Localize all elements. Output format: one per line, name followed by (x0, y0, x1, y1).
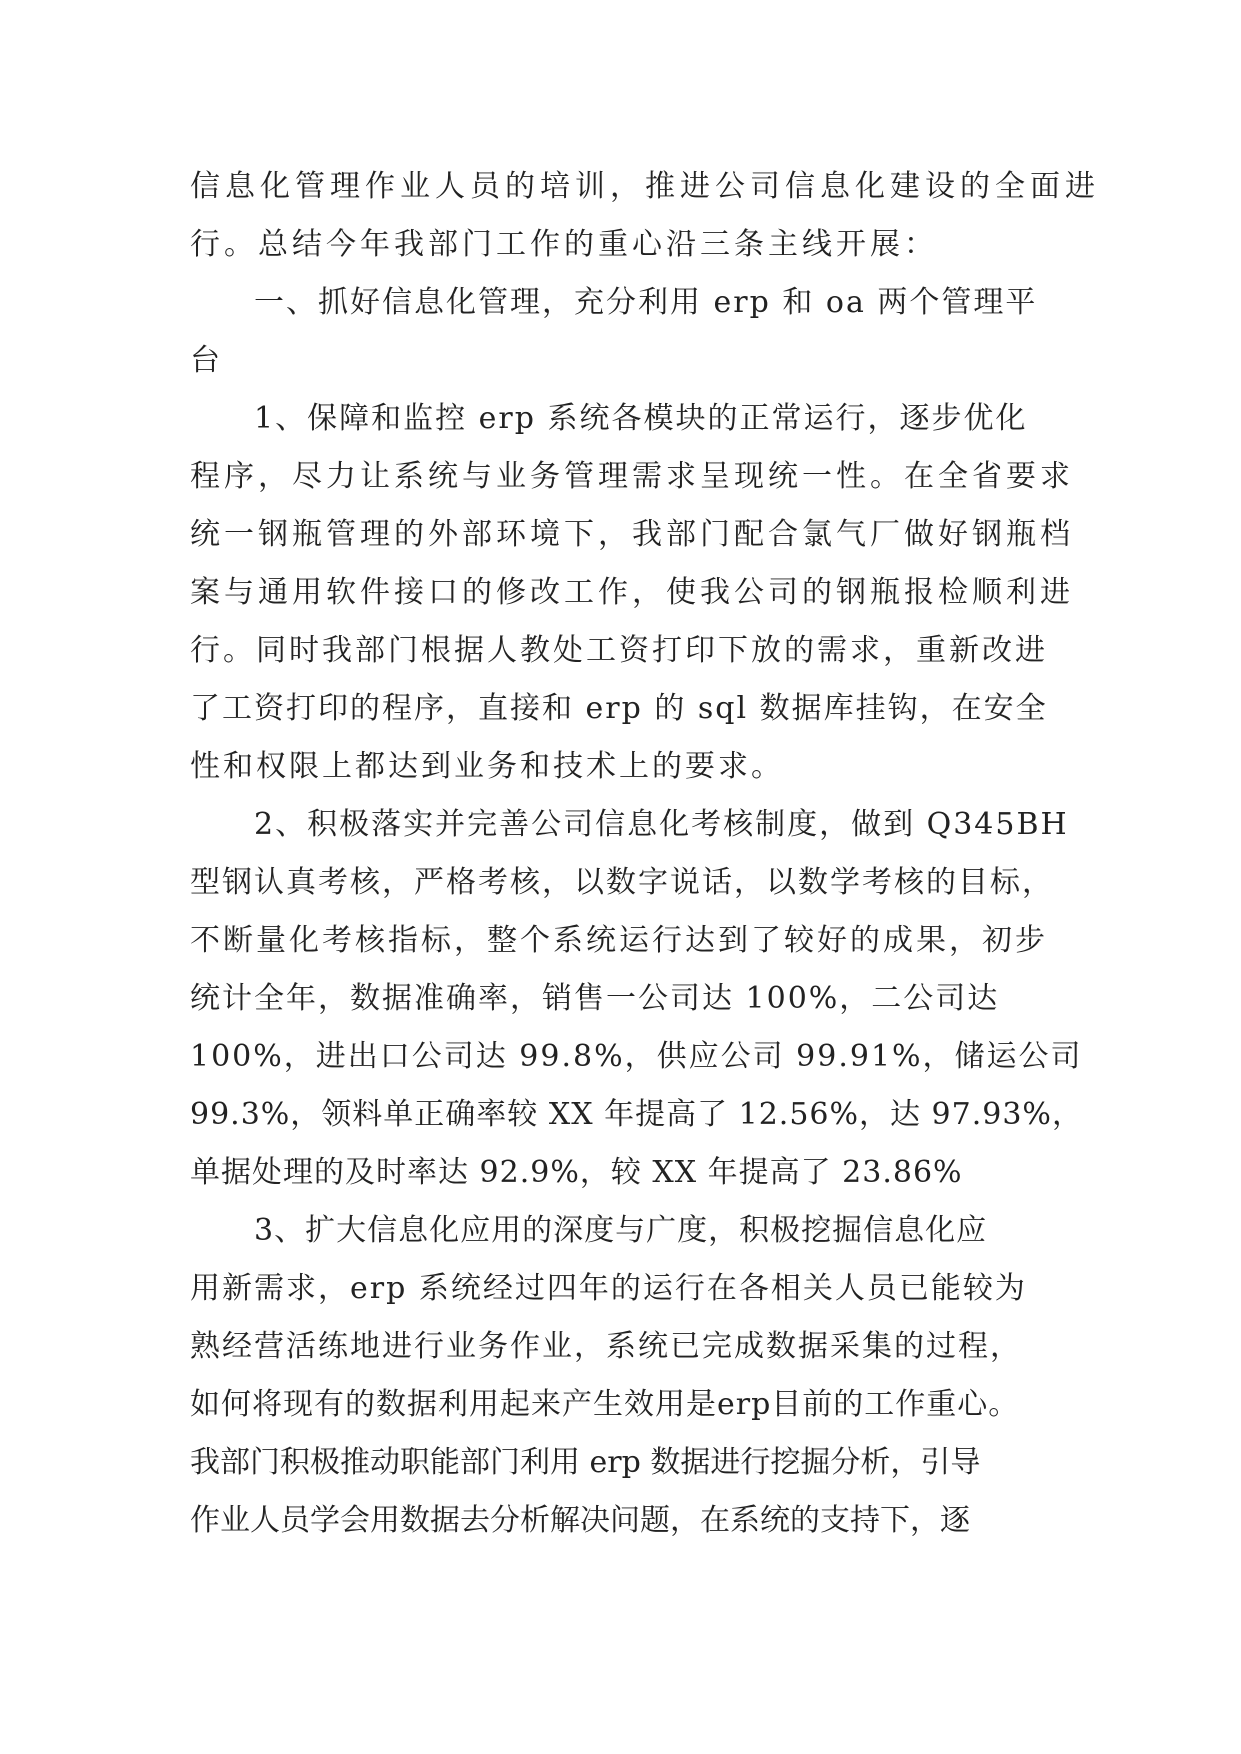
text-line: 100%，进出口公司达 99.8%，供应公司 99.91%，储运公司 (190, 1039, 1083, 1074)
document-body (190, 158, 1100, 1550)
text-line: 用新需求，erp 系统经过四年的运行在各相关人员已能较为 (190, 1271, 1027, 1306)
text-line: 2、积极落实并完善公司信息化考核制度，做到 Q345BH (254, 807, 1069, 842)
text-line: 案与通用软件接口的修改工作，使我公司的钢瓶报检顺利进 (190, 575, 1074, 610)
text-line: 我部门积极推动职能部门利用 erp 数据进行挖掘分析，引导 (190, 1445, 981, 1480)
text-line: 性和权限上都达到业务和技术上的要求。 (190, 749, 784, 784)
text-line: 3、扩大信息化应用的深度与广度，积极挖掘信息化应 (254, 1213, 988, 1248)
text-line: 程序，尽力让系统与业务管理需求呈现统一性。在全省要求 (190, 459, 1074, 494)
section-heading: 一、抓好信息化管理，充分利用 erp 和 oa 两个管理平 (254, 285, 1038, 320)
section-heading-continuation: 台 (190, 343, 222, 378)
text-line: 行。总结今年我部门工作的重心沿三条主线开展： (190, 227, 938, 262)
text-line: 99.3%，领料单正确率较 XX 年提高了 12.56%，达 97.93%， (190, 1097, 1083, 1132)
text-line: 行。同时我部门根据人教处工资打印下放的需求，重新改进 (190, 633, 1048, 668)
text-line: 了工资打印的程序，直接和 erp 的 sql 数据库挂钩，在安全 (190, 691, 1048, 726)
text-line: 如何将现有的数据利用起来产生效用是erp目前的工作重心。 (190, 1387, 1020, 1422)
text-line: 型钢认真考核，严格考核，以数字说话，以数学考核的目标， (190, 865, 1054, 900)
text-line: 信息化管理作业人员的培训，推进公司信息化建设的全面进 (190, 169, 1100, 204)
text-line: 作业人员学会用数据去分析解决问题，在系统的支持下，逐 (190, 1503, 970, 1538)
text-line: 统计全年，数据准确率，销售一公司达 100%，二公司达 (190, 981, 1000, 1016)
text-line: 1、保障和监控 erp 系统各模块的正常运行，逐步优化 (254, 401, 1028, 436)
text-line: 熟经营活练地进行业务作业，系统已完成数据采集的过程， (190, 1329, 1022, 1364)
text-line: 单据处理的及时率达 92.9%，较 XX 年提高了 23.86% (190, 1155, 963, 1190)
text-line: 不断量化考核指标，整个系统运行达到了较好的成果，初步 (190, 923, 1048, 958)
text-line: 统一钢瓶管理的外部环境下，我部门配合氯气厂做好钢瓶档 (190, 517, 1074, 552)
